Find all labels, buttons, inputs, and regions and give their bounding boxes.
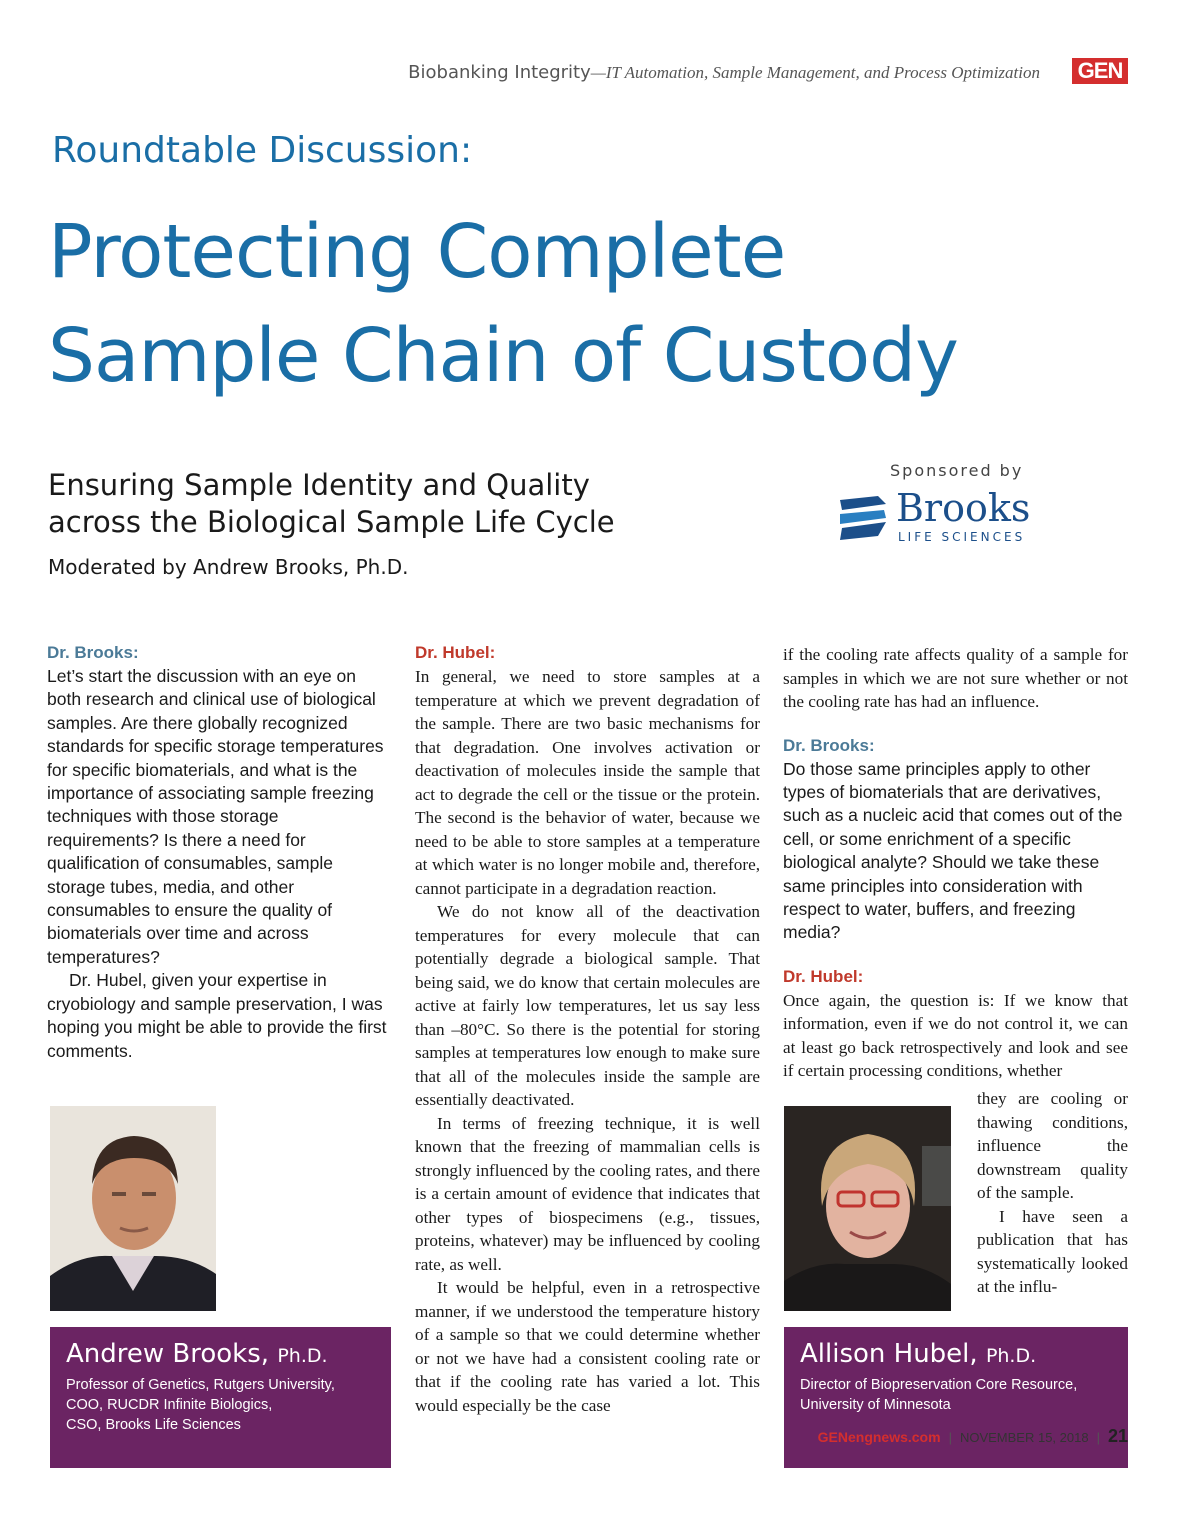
bio-name-line bbox=[66, 1339, 375, 1369]
hubel-answer-6: they are cooling or thawing conditions, influence the downstream quality of the sample. bbox=[977, 1089, 1128, 1202]
title-line-2: Sample Chain of Custody bbox=[48, 313, 958, 399]
subtitle-line-1: Ensuring Sample Identity and Quality bbox=[48, 468, 590, 502]
article-title bbox=[48, 200, 958, 408]
subtitle-line-2: across the Biological Sample Life Cycle bbox=[48, 505, 615, 539]
andrew-brooks-photo bbox=[50, 1106, 216, 1311]
speaker-label-brooks: Dr. Brooks: bbox=[783, 735, 875, 755]
brooks-life-sciences-logo bbox=[838, 488, 1053, 548]
publication-name: Biobanking Integrity bbox=[408, 62, 591, 83]
allison-hubel-photo bbox=[784, 1106, 951, 1311]
portrait-illustration bbox=[784, 1106, 951, 1311]
brooks-question-2: Dr. Hubel, given your expertise in cryobiology and sample preservation, I was hoping you might be able to provide the first comments. bbox=[47, 970, 387, 1061]
footer-site-link[interactable]: GENengnews.com bbox=[817, 1429, 941, 1445]
column-2 bbox=[415, 643, 760, 1417]
footer-divider: | bbox=[948, 1430, 952, 1445]
page-footer bbox=[818, 1426, 1128, 1447]
hubel-answer-2: We do not know all of the deactivation temperatures for every molecule that can potentially degrade a biological sample. That being said, we do know that certain molecules are active at fairly low temperatures, let us say less than –80°C. So there is the potential for storing samples at temperatures low enough to make sure that all of the molecules inside the sample are essentially deactivated. bbox=[415, 902, 760, 1109]
gen-logo: GEN bbox=[1072, 58, 1128, 84]
article-kicker: Roundtable Discussion: bbox=[52, 130, 473, 171]
bio-role: COO, RUCDR Infinite Biologics, bbox=[66, 1397, 273, 1413]
hubel-answer-5: Once again, the question is: If we know that information, even if we do not control it, we can at least go back retrospectively and look and see if certain processing conditions, whether bbox=[783, 990, 1128, 1081]
bio-roles bbox=[800, 1375, 1112, 1415]
brooks-mark-icon bbox=[838, 494, 888, 542]
moderator-line: Moderated by Andrew Brooks, Ph.D. bbox=[48, 555, 409, 579]
bio-role: Professor of Genetics, Rutgers University, bbox=[66, 1377, 335, 1393]
brooks-question-1: Let’s start the discussion with an eye on both research and clinical use of biological samples. Are there globally recognized standards for specific storage temperatures for specific biomaterials, and what is the importance of associating sample freezing techniques with those storage requirements? Is there a need for qualification of consumables, sample storage tubes, media, and other consumables to ensure the quality of biomaterials over time and across temperatures? bbox=[47, 666, 384, 967]
bio-role: Director of Biopreservation Core Resource, bbox=[800, 1377, 1078, 1393]
sponsored-by-label: Sponsored by bbox=[890, 461, 1024, 480]
bio-name: Andrew Brooks, bbox=[66, 1339, 270, 1369]
speaker-label-hubel: Dr. Hubel: bbox=[415, 643, 496, 662]
bio-degree: Ph.D. bbox=[985, 1345, 1037, 1367]
bio-role: University of Minnesota bbox=[800, 1397, 951, 1413]
speaker-label-brooks: Dr. Brooks: bbox=[47, 643, 139, 662]
hubel-answer-3: In terms of freezing technique, it is well known that the freezing of mammalian cells is strongly influenced by the cooling rates, and there is a certain amount of evidence that indicates that other types of biospecimens (e.g., tissues, proteins, whatever) may be influenced by cooling rate, as well. bbox=[415, 1113, 760, 1274]
bio-roles bbox=[66, 1375, 375, 1435]
portrait-illustration bbox=[50, 1106, 216, 1311]
article-subtitle bbox=[48, 467, 615, 541]
column-3-wrap bbox=[977, 1087, 1128, 1299]
sponsor-name: Brooks bbox=[896, 486, 1031, 530]
sponsor-tagline: LIFE SCIENCES bbox=[898, 530, 1026, 544]
column-3 bbox=[783, 643, 1128, 1083]
hubel-answer-7: I have seen a publication that has systematically looked at the influ- bbox=[977, 1206, 1128, 1296]
bio-name-line bbox=[800, 1339, 1112, 1369]
footer-divider: | bbox=[1096, 1430, 1100, 1445]
bio-name: Allison Hubel, bbox=[800, 1339, 978, 1369]
hubel-answer-4: It would be helpful, even in a retrospective manner, if we understood the temperature history of a sample so that we could determine whether or not we have had a consistent cooling rate or that if the cooling rate has varied a lot. This would especially be the case bbox=[415, 1278, 760, 1415]
brooks-bio-card bbox=[50, 1327, 391, 1468]
bio-degree: Ph.D. bbox=[277, 1345, 328, 1367]
brooks-question-3: Do those same principles apply to other types of biomaterials that are derivatives, such as a nucleic acid that comes out of the cell, or some enrichment of a specific biological analyte? Should we take these same principles into consideration with respect to water, buffers, and freezing media? bbox=[783, 758, 1123, 943]
hubel-answer-continued: if the cooling rate affects quality of a sample for samples in which we are not sure whether or not the cooling rate has had an influence. bbox=[783, 645, 1128, 711]
running-header bbox=[408, 62, 1040, 83]
column-1 bbox=[47, 643, 389, 1063]
hubel-answer-1: In general, we need to store samples at a temperature at which we prevent degradation of the sample. There are two basic mechanisms for that degradation. One involves activation or deactivation of molecules inside the sample that act to degrade the cell or the tissue or the protein. The second is the behavior of water, because we need to be able to store samples at a temperature at which water is no longer mobile and, therefore, cannot participate in a degradation reaction. bbox=[415, 667, 760, 898]
page-number: 21 bbox=[1107, 1426, 1128, 1446]
speaker-label-hubel: Dr. Hubel: bbox=[783, 966, 864, 986]
bio-role: CSO, Brooks Life Sciences bbox=[66, 1417, 241, 1433]
footer-date: NOVEMBER 15, 2018 bbox=[959, 1430, 1089, 1445]
publication-subtitle: —IT Automation, Sample Management, and Process Optimization bbox=[590, 63, 1040, 82]
title-line-1: Protecting Complete bbox=[48, 209, 786, 295]
